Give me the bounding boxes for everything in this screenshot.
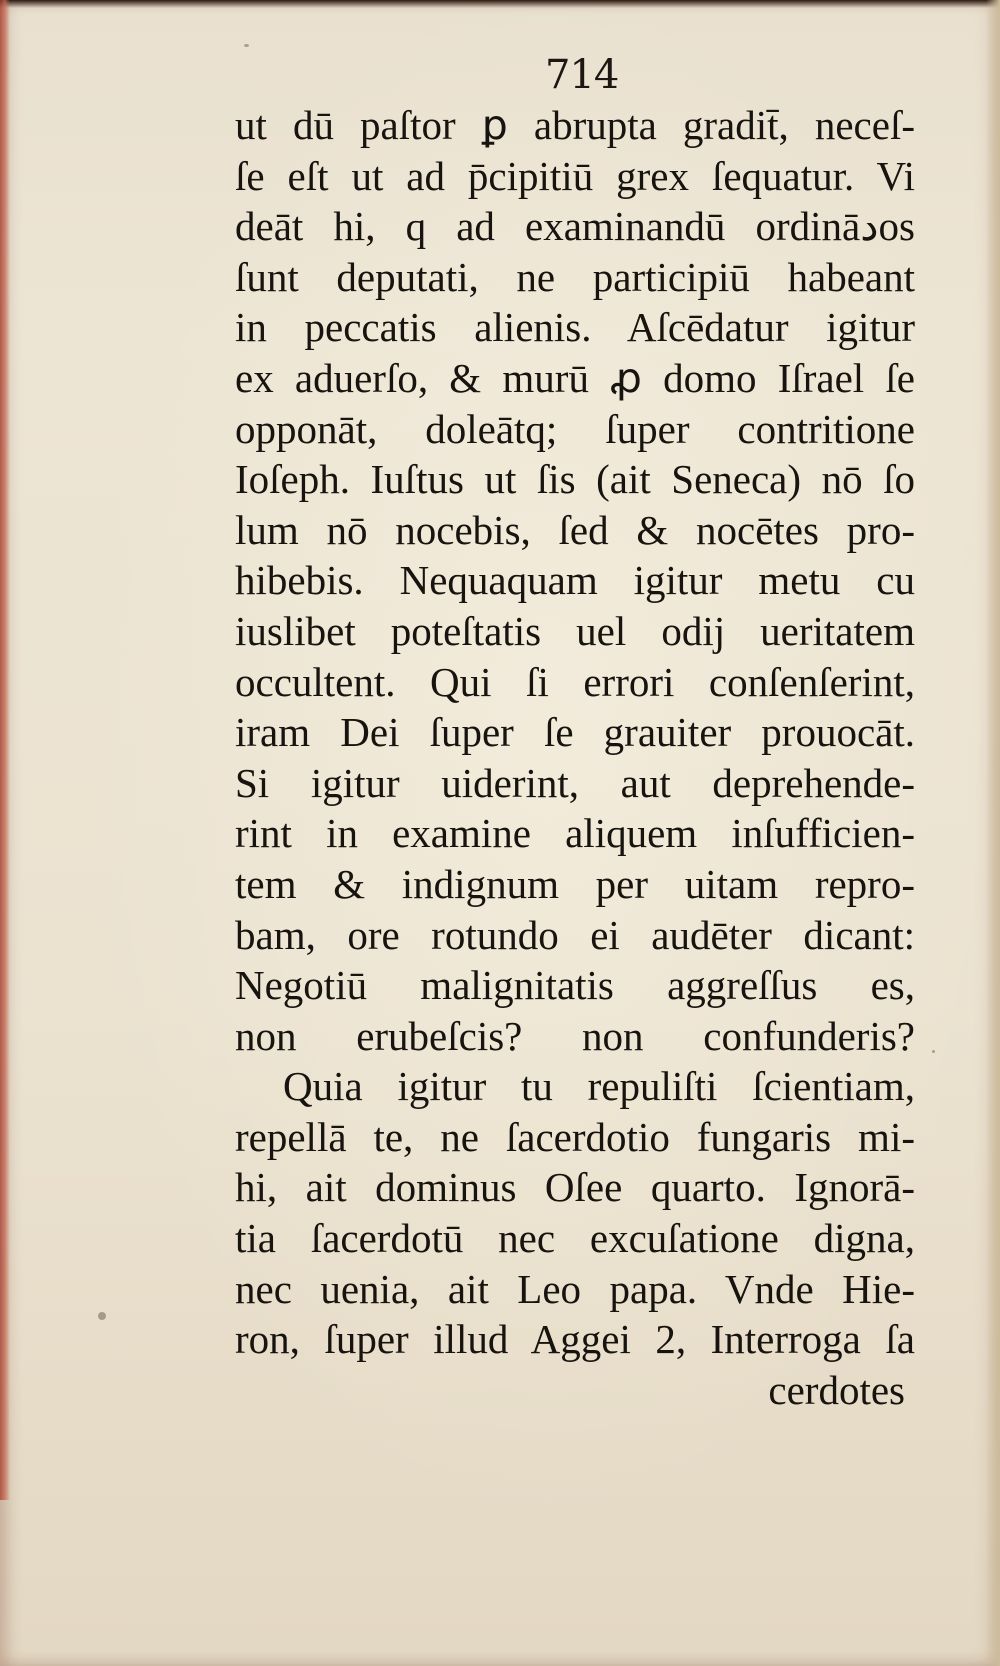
ink-speck <box>932 1050 935 1053</box>
text-line: non erubeſcis? non confunderis? <box>235 1012 915 1059</box>
text-line: Negotiū malignitatis aggreſſus es, <box>235 962 915 1009</box>
text-line: ut dū paſtor ꝑ abrupta gradit̄, neceſ- <box>235 102 915 148</box>
text-line: Quia igitur tu repuliſti ſcientiam, <box>283 1063 915 1110</box>
text-line: nec uenia, ait Leo papa. Vnde Hie- <box>235 1265 915 1312</box>
catchword: cerdotes <box>768 1366 905 1413</box>
text-line: Ioſeph. Iuſtus ut ſis (ait Seneca) nō ſo <box>235 456 915 503</box>
text-line: repellā te, ne ſacerdotio fungaris mi- <box>235 1113 915 1160</box>
page-number: 714 <box>545 52 619 98</box>
text-line: occultent. Qui ſi errori conſenſerint, <box>235 658 915 705</box>
ink-speck <box>244 44 249 47</box>
text-line: in peccatis alienis. Aſcēdatur igitur <box>235 304 915 351</box>
page-red-edge <box>0 0 10 1500</box>
text-line: hibebis. Nequaquam igitur metu cu <box>235 557 915 604</box>
text-line: ex aduerſo, & murū ꝓ domo Iſrael ſe <box>235 354 915 401</box>
text-line: ron, ſuper illud Aggei 2, Interroga ſa <box>235 1316 915 1363</box>
text-line: iram Dei ſuper ſe grauiter prouocāt. <box>235 709 915 756</box>
text-line: deāt hi, q ad examinandū ordināدos <box>235 203 915 250</box>
body-text <box>235 100 915 1415</box>
text-line: lum nō nocebis, ſed & nocētes pro- <box>235 506 915 553</box>
text-line: tia ſacerdotū nec excuſatione digna, <box>235 1215 915 1262</box>
text-line: hi, ait dominus Oſee quarto. Ignorā- <box>235 1164 915 1211</box>
text-line: rint in examine aliquem inſufficien- <box>235 810 915 857</box>
text-line: ſe eſt ut ad p̄cipitiū grex ſequatur. Vi <box>235 152 915 199</box>
text-line: iuslibet poteſtatis uel odij ueritatem <box>235 607 915 654</box>
text-line: opponāt, doleātq; ſuper contritione <box>235 405 915 452</box>
text-line: Si igitur uiderint, aut deprehende- <box>235 759 915 806</box>
text-line: ſunt deputati, ne participiū habeant <box>235 253 915 300</box>
text-line: tem & indignum per uitam repro- <box>235 860 915 907</box>
page-right-edge <box>986 0 1000 1666</box>
page-top-edge <box>0 0 1000 8</box>
ink-speck <box>98 1312 106 1320</box>
text-line: bam, ore rotundo ei audēter dicant: <box>235 911 915 958</box>
